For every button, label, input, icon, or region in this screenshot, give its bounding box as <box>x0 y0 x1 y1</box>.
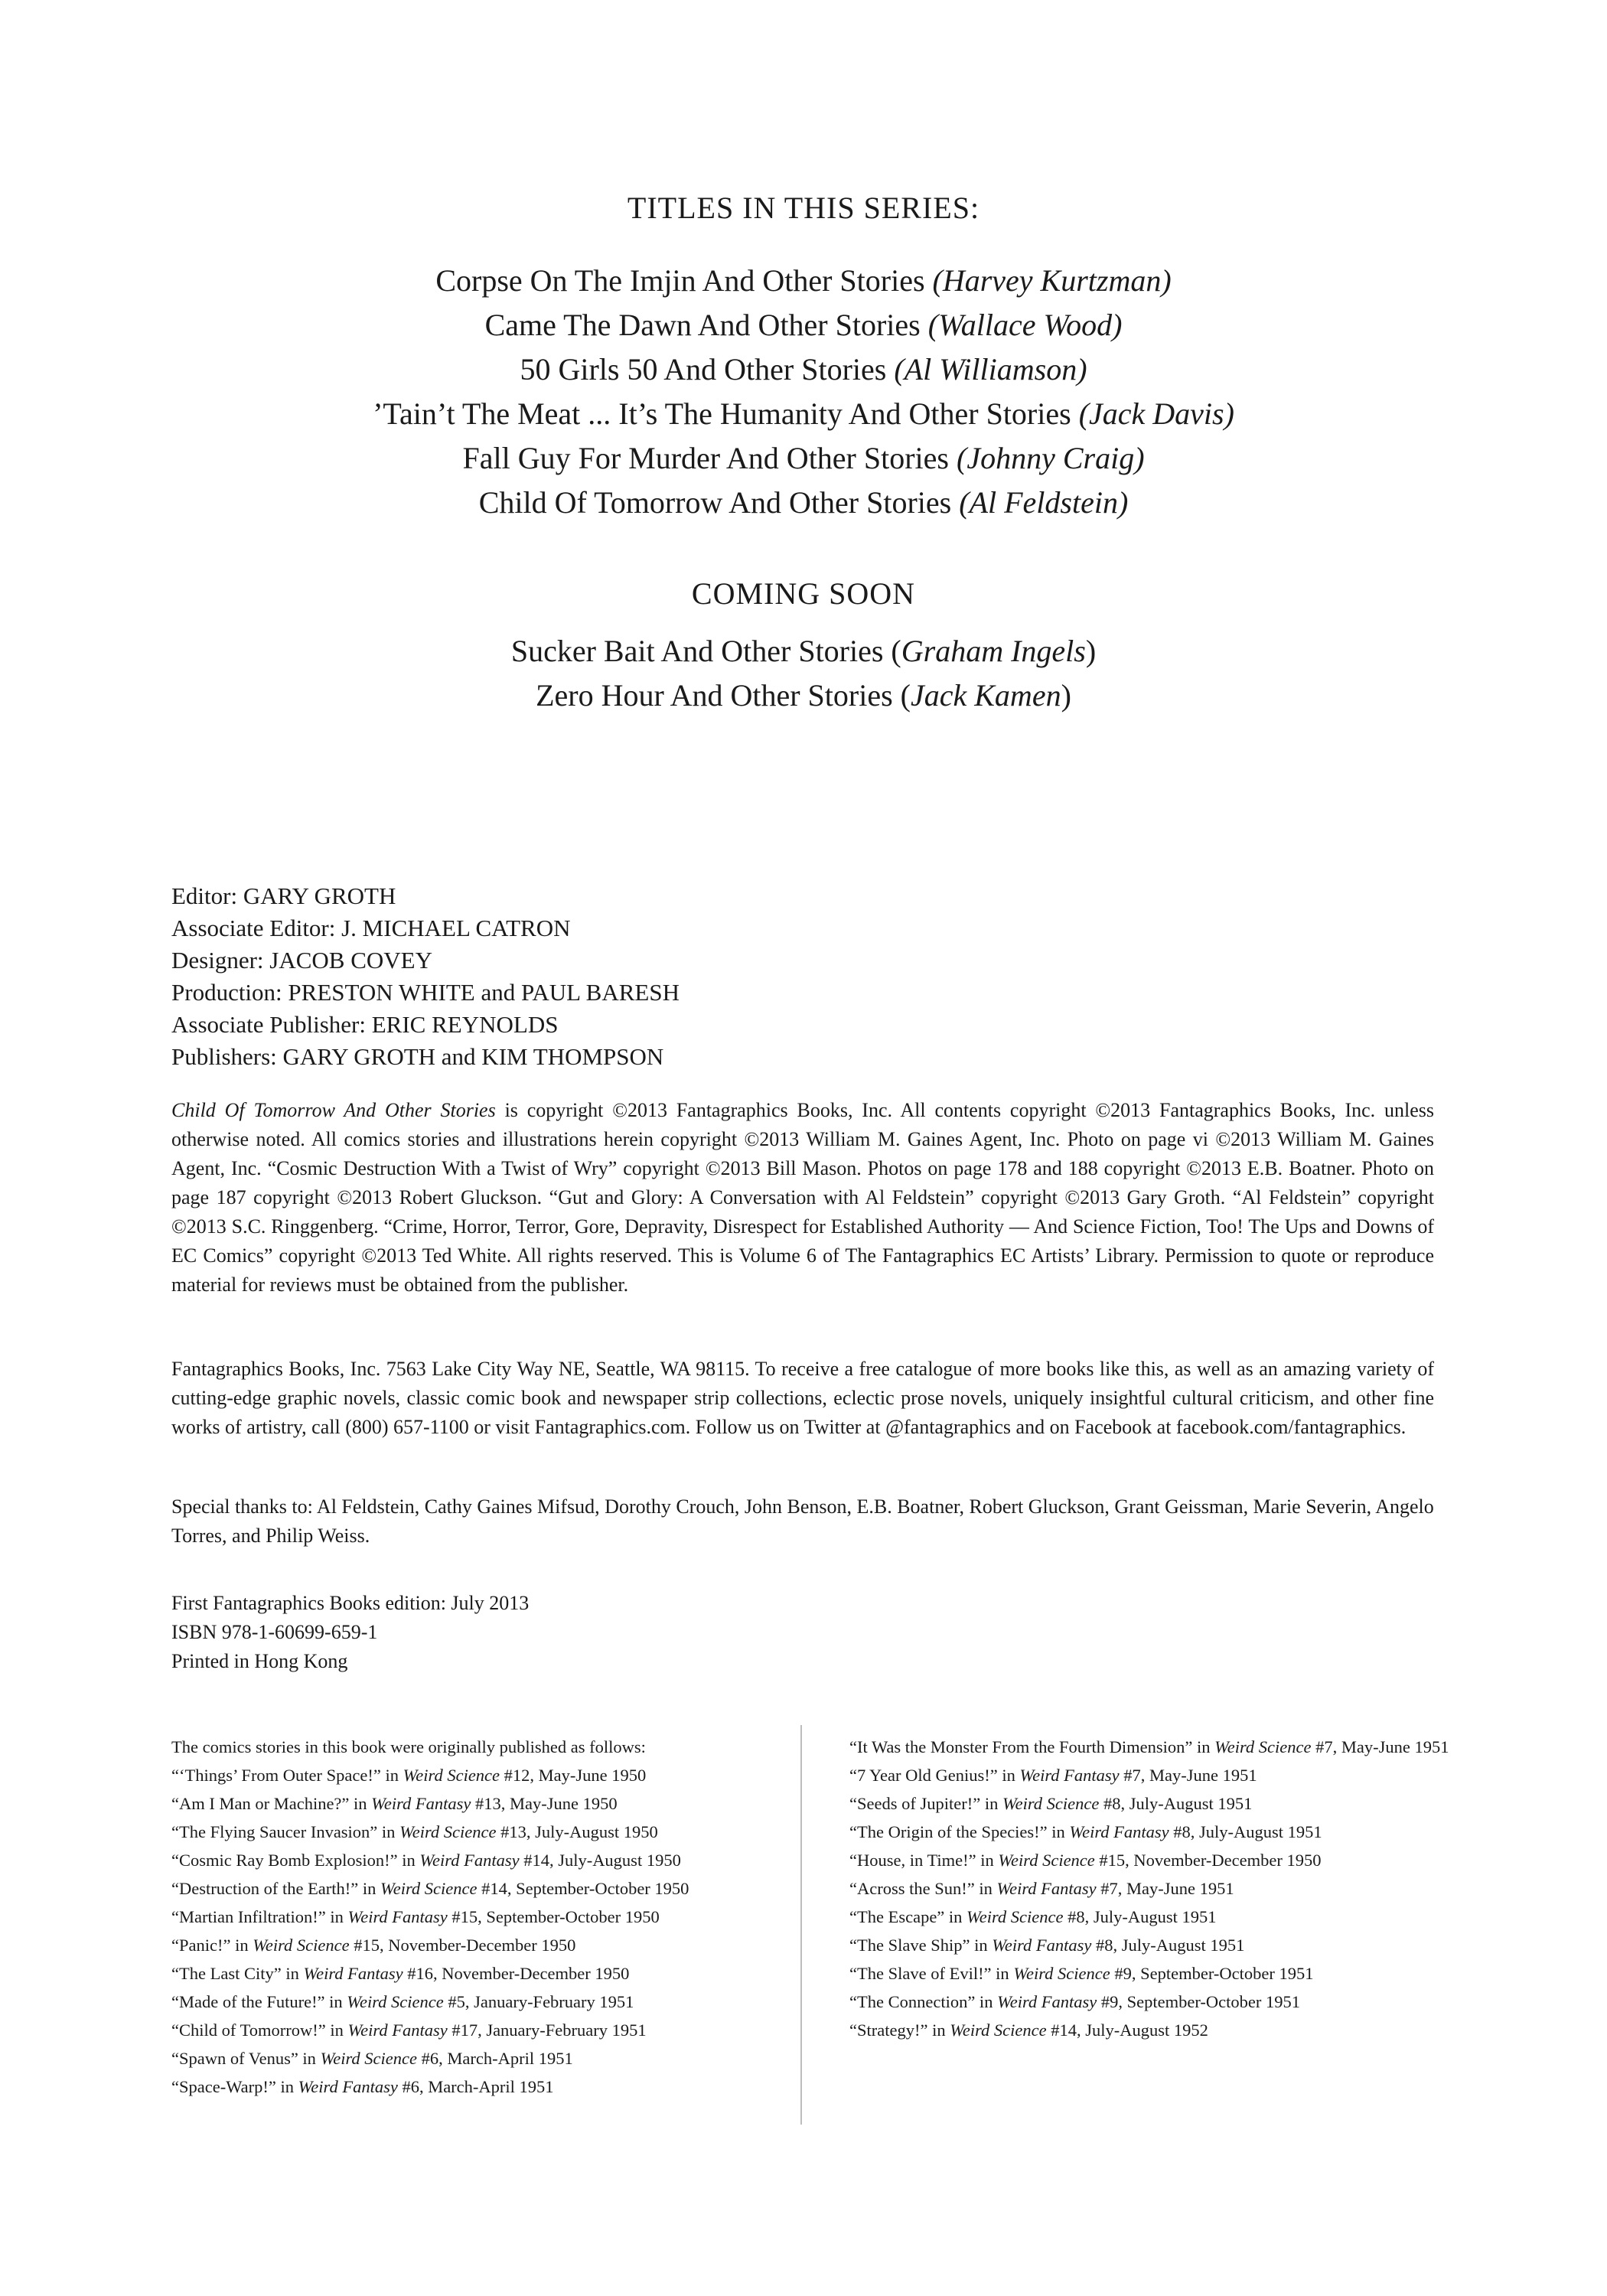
credit-line: Editor: GARY GROTH <box>171 882 396 909</box>
credit-line: Publishers: GARY GROTH and KIM THOMPSON <box>171 1043 664 1070</box>
story-source-item: “Martian Infiltration!” in Weird Fantasy #15, September-October 1950 <box>171 1907 660 1926</box>
story-source-item: “The Connection” in Weird Fantasy #9, September-October 1951 <box>849 1992 1301 2011</box>
story-source-item: “Strategy!” in Weird Science #14, July-August 1952 <box>849 2020 1208 2040</box>
story-source-item: “Across the Sun!” in Weird Fantasy #7, May-June 1951 <box>849 1879 1234 1898</box>
credit-line: Designer: JACOB COVEY <box>171 947 432 974</box>
story-source-item: “The Flying Saucer Invasion” in Weird Science #13, July-August 1950 <box>171 1822 658 1841</box>
story-source-item: “Cosmic Ray Bomb Explosion!” in Weird Fantasy #14, July-August 1950 <box>171 1851 681 1870</box>
series-title: Child Of Tomorrow And Other Stories (Al Feldstein) <box>478 485 1129 520</box>
copyright-notice: Child Of Tomorrow And Other Stories is copyright ©2013 Fantagraphics Books, Inc. All contents copyright ©2013 Fantagraphics Books, Inc. unless otherwise noted. All comics stories and illustrations herein copyright ©2013 William M. Gaines Agent, Inc. Photo on page vi ©2013 William M. Gaines Agent, Inc. “Cosmic Destruction With a Twist of Wry” copyright ©2013 Bill Mason. Photos on page 178 and 188 copyright ©2013 E.B. Boatner. Photo on page 187 copyright ©2013 Robert Gluckson. “Gut and Glory: A Conversation with Al Feldstein” copyright ©2013 Gary Groth. “Al Feldstein” copyright ©2013 S.C. Ringgenberg. “Crime, Horror, Terror, Gore, Depravity, Disrespect for Established Authority — And Science Fiction, Too! The Ups and Downs of EC Comics” copyright ©2013 Ted White. All rights reserved. This is Volume 6 of The Fantagraphics EC Artists’ Library. Permission to quote or reproduce material for reviews must be obtained from the publisher. <box>171 1099 1434 1296</box>
story-list-right <box>849 1733 1454 2044</box>
coming-soon-heading: COMING SOON <box>691 576 916 611</box>
edition-info <box>171 1589 529 1676</box>
credit-line: Associate Publisher: ERIC REYNOLDS <box>171 1011 559 1038</box>
series-title-list <box>0 259 1607 525</box>
isbn: ISBN 978-1-60699-659-1 <box>171 1621 378 1643</box>
story-source-item: “Seeds of Jupiter!” in Weird Science #8, July-August 1951 <box>849 1794 1253 1813</box>
special-thanks: Special thanks to: Al Feldstein, Cathy Gaines Mifsud, Dorothy Crouch, John Benson, E.B. Boatner, Robert Gluckson, Grant Geissman, Marie Severin, Angelo Torres, and Philip Weiss. <box>171 1495 1434 1547</box>
story-source-item: “Destruction of the Earth!” in Weird Science #14, September-October 1950 <box>171 1879 689 1898</box>
story-source-item: “Panic!” in Weird Science #15, November-December 1950 <box>171 1936 576 1955</box>
series-title: Came The Dawn And Other Stories (Wallace Wood) <box>484 308 1123 342</box>
story-sources-intro: The comics stories in this book were originally published as follows: <box>171 1737 646 1756</box>
story-source-item: “The Slave Ship” in Weird Fantasy #8, July-August 1951 <box>849 1936 1245 1955</box>
series-title: Fall Guy For Murder And Other Stories (Johnny Craig) <box>462 441 1145 475</box>
story-source-item: “The Escape” in Weird Science #8, July-August 1951 <box>849 1907 1217 1926</box>
story-source-item: “7 Year Old Genius!” in Weird Fantasy #7, May-June 1951 <box>849 1766 1257 1785</box>
edition-line: First Fantagraphics Books edition: July 2013 <box>171 1592 530 1614</box>
story-source-item: “Space-Warp!” in Weird Fantasy #6, March-April 1951 <box>171 2077 554 2096</box>
printed-in: Printed in Hong Kong <box>171 1650 348 1672</box>
story-source-item: “Am I Man or Machine?” in Weird Fantasy #13, May-June 1950 <box>171 1794 618 1813</box>
coming-soon-title: Sucker Bait And Other Stories (Graham Ingels) <box>510 634 1097 668</box>
coming-soon-title: Zero Hour And Other Stories (Jack Kamen) <box>536 678 1071 713</box>
column-divider <box>800 1725 802 2125</box>
story-source-item: “Spawn of Venus” in Weird Science #6, March-April 1951 <box>171 2049 573 2068</box>
story-source-item: “The Origin of the Species!” in Weird Fantasy #8, July-August 1951 <box>849 1822 1322 1841</box>
story-source-item: “It Was the Monster From the Fourth Dimension” in Weird Science #7, May-June 1951 <box>849 1737 1449 1756</box>
story-source-item: “Child of Tomorrow!” in Weird Fantasy #17, January-February 1951 <box>171 2020 647 2040</box>
story-list-left <box>171 1761 784 2101</box>
story-sources-left <box>171 1733 784 2101</box>
story-source-item: “The Slave of Evil!” in Weird Science #9, September-October 1951 <box>849 1964 1314 1983</box>
story-source-item: “The Last City” in Weird Fantasy #16, November-December 1950 <box>171 1964 630 1983</box>
coming-soon-list <box>0 629 1607 718</box>
credit-line: Production: PRESTON WHITE and PAUL BARESH <box>171 979 680 1006</box>
story-sources-right <box>849 1733 1454 2044</box>
story-source-item: “House, in Time!” in Weird Science #15, November-December 1950 <box>849 1851 1322 1870</box>
story-source-item: “Made of the Future!” in Weird Science #5, January-February 1951 <box>171 1992 634 2011</box>
staff-credits <box>171 880 680 1073</box>
story-source-item: “‘Things’ From Outer Space!” in Weird Science #12, May-June 1950 <box>171 1766 647 1785</box>
publisher-info: Fantagraphics Books, Inc. 7563 Lake City Way NE, Seattle, WA 98115. To receive a free catalogue of more books like this, as well as an amazing variety of cutting-edge graphic novels, classic comic book and newspaper strip collections, eclectic prose novels, uniquely insightful cultural criticism, and other fine works of artistry, call (800) 657-1100 or visit Fantagraphics.com. Follow us on Twitter at @fantagraphics and on Facebook at facebook.com/fantagraphics. <box>171 1358 1434 1438</box>
series-title: Corpse On The Imjin And Other Stories (Harvey Kurtzman) <box>435 263 1172 298</box>
series-title: ’Tain’t The Meat ... It’s The Humanity And Other Stories (Jack Davis) <box>373 396 1234 431</box>
series-title: 50 Girls 50 And Other Stories (Al Williamson) <box>520 352 1087 386</box>
credit-line: Associate Editor: J. MICHAEL CATRON <box>171 915 571 941</box>
series-heading: TITLES IN THIS SERIES: <box>627 191 980 225</box>
